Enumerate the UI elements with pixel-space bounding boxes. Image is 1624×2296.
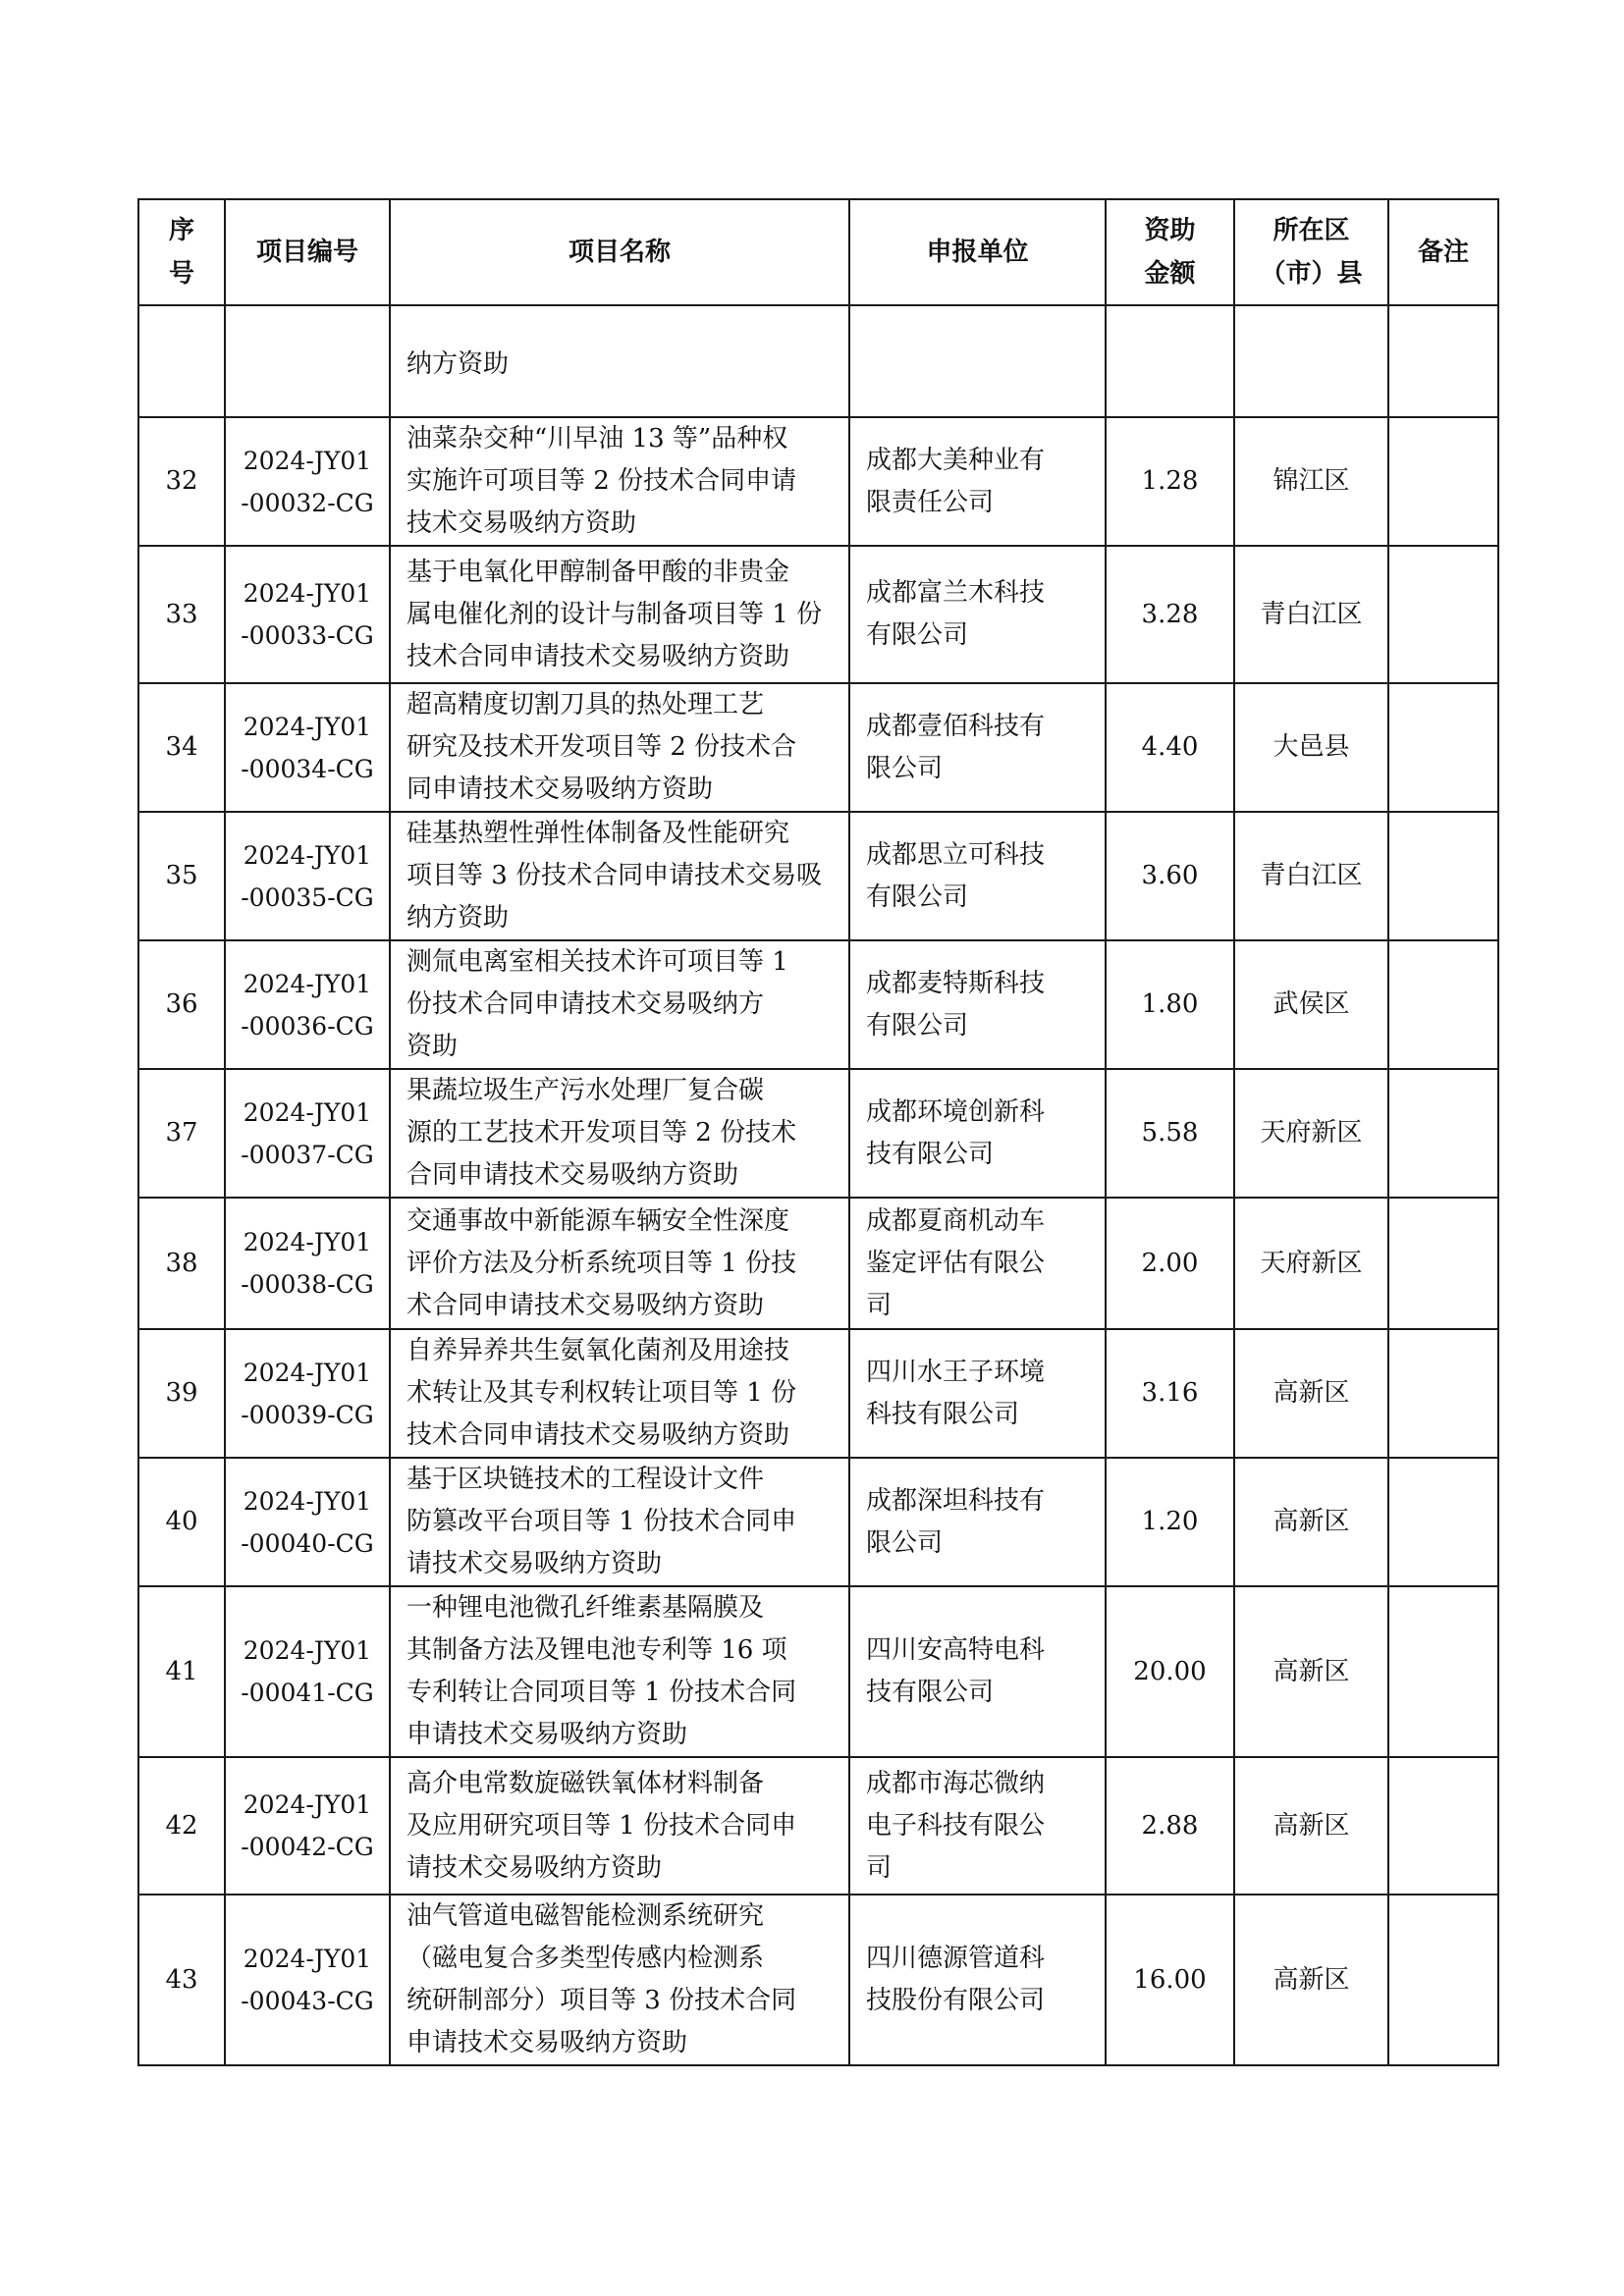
cell-district: 高新区 xyxy=(1234,1757,1388,1895)
project-name-line: 油气管道电磁智能检测系统研究 xyxy=(406,1901,765,1931)
applicant-unit-line: 技有限公司 xyxy=(866,1678,995,1707)
cell-note xyxy=(1388,1586,1498,1757)
cell-code xyxy=(225,683,390,812)
project-name-line: 技术合同申请技术交易吸纳方资助 xyxy=(406,1420,790,1450)
cell-note xyxy=(1388,1895,1498,2065)
table-row xyxy=(138,940,1498,1069)
project-name-line: 术转让及其专利权转让项目等 1 份 xyxy=(406,1378,797,1408)
applicant-unit-line: 限公司 xyxy=(866,753,944,783)
cell-amount: 16.00 xyxy=(1106,1895,1234,2065)
applicant-unit-line: 技股份有限公司 xyxy=(866,1986,1046,2015)
cell-no: 32 xyxy=(138,417,225,546)
cell-name xyxy=(390,812,849,940)
cell-unit xyxy=(849,683,1106,812)
project-code-line: -00035-CG xyxy=(241,882,374,912)
cell-amount: 1.20 xyxy=(1106,1458,1234,1586)
cell-name xyxy=(390,1895,849,2065)
cell-unit xyxy=(849,1198,1106,1329)
applicant-unit-line: 限公司 xyxy=(866,1527,944,1558)
project-name-line: 测氚电离室相关技术许可项目等 1 xyxy=(406,947,788,977)
cell-unit xyxy=(849,1586,1106,1757)
project-funding-table xyxy=(137,198,1499,2066)
project-code-line: -00043-CG xyxy=(241,1987,374,2015)
applicant-unit-line: 技有限公司 xyxy=(866,1139,995,1169)
project-name-line: 及应用研究项目等 1 份技术合同申 xyxy=(406,1810,797,1841)
cell-note xyxy=(1388,1069,1498,1198)
cell-code xyxy=(225,812,390,940)
project-code-line: -00038-CG xyxy=(241,1270,374,1299)
project-name-line: 份技术合同申请技术交易吸纳方 xyxy=(406,989,765,1019)
cell-no: 42 xyxy=(138,1757,225,1895)
applicant-unit-line: 限责任公司 xyxy=(866,487,995,517)
project-code-line: -00034-CG xyxy=(241,754,374,783)
project-name-line: 基于电氧化甲醇制备甲酸的非贵金 xyxy=(406,557,790,587)
cell-no xyxy=(138,305,225,417)
table-row xyxy=(138,1757,1498,1895)
project-code-line: 2024-JY01 xyxy=(243,446,372,475)
cell-name xyxy=(390,1458,849,1586)
applicant-unit-line: 成都大美种业有 xyxy=(866,445,1046,475)
project-name-line: 申请技术交易吸纳方资助 xyxy=(406,2028,688,2057)
project-name-line: 超高精度切割刀具的热处理工艺 xyxy=(406,690,765,720)
project-code-line: 2024-JY01 xyxy=(243,840,372,870)
cell-no: 33 xyxy=(138,546,225,683)
header-name: 项目名称 xyxy=(390,199,849,305)
applicant-unit-line: 科技有限公司 xyxy=(866,1399,1020,1429)
table-row xyxy=(138,1586,1498,1757)
table-row xyxy=(138,1069,1498,1198)
cell-code xyxy=(225,1069,390,1198)
project-code-line: 2024-JY01 xyxy=(243,579,372,608)
cell-no: 39 xyxy=(138,1329,225,1458)
project-code-line: -00039-CG xyxy=(241,1400,374,1429)
applicant-unit-line: 有限公司 xyxy=(866,1010,969,1041)
cell-district: 青白江区 xyxy=(1234,812,1388,940)
cell-code xyxy=(225,1329,390,1458)
project-code-line: 2024-JY01 xyxy=(243,1636,372,1665)
cell-district: 高新区 xyxy=(1234,1895,1388,2065)
cell-unit xyxy=(849,546,1106,683)
applicant-unit-line: 电子科技有限公 xyxy=(866,1810,1046,1841)
cell-amount: 2.00 xyxy=(1106,1198,1234,1329)
project-name-line: 资助 xyxy=(406,1032,459,1061)
cell-note xyxy=(1388,546,1498,683)
project-name-line: 基于区块链技术的工程设计文件 xyxy=(406,1465,765,1494)
cell-note xyxy=(1388,940,1498,1069)
cell-amount: 5.58 xyxy=(1106,1069,1234,1198)
cell-code xyxy=(225,1458,390,1586)
project-code-line: 2024-JY01 xyxy=(243,1486,372,1516)
project-name-line: 实施许可项目等 2 份技术合同申请 xyxy=(406,466,797,496)
cell-unit xyxy=(849,305,1106,417)
cell-code xyxy=(225,1198,390,1329)
cell-name xyxy=(390,940,849,1069)
project-name-line: 油菜杂交种“川早油 13 等”品种权 xyxy=(406,424,788,454)
project-name-line: 评价方法及分析系统项目等 1 份技 xyxy=(406,1248,797,1278)
project-code-line: 2024-JY01 xyxy=(243,1228,372,1256)
applicant-unit-line: 成都思立可科技 xyxy=(866,839,1046,870)
applicant-unit-line: 成都富兰木科技 xyxy=(866,578,1046,608)
cell-district: 高新区 xyxy=(1234,1458,1388,1586)
project-name-line: 硅基热塑性弹性体制备及性能研究 xyxy=(406,819,790,848)
cell-name xyxy=(390,683,849,812)
project-name-line: 其制备方法及锂电池专利等 16 项 xyxy=(406,1635,787,1665)
cell-amount: 4.40 xyxy=(1106,683,1234,812)
applicant-unit-line: 四川德源管道科 xyxy=(866,1944,1046,1973)
cell-amount: 1.80 xyxy=(1106,940,1234,1069)
header-code: 项目编号 xyxy=(225,199,390,305)
applicant-unit-line: 成都麦特斯科技 xyxy=(866,968,1046,998)
cell-code xyxy=(225,417,390,546)
project-name-line: 请技术交易吸纳方资助 xyxy=(406,1549,663,1578)
cell-name xyxy=(390,1069,849,1198)
cell-district xyxy=(1234,305,1388,417)
cell-note xyxy=(1388,812,1498,940)
project-code-line: 2024-JY01 xyxy=(243,1358,372,1387)
cell-note xyxy=(1388,1757,1498,1895)
cell-amount: 3.16 xyxy=(1106,1329,1234,1458)
cell-amount: 3.28 xyxy=(1106,546,1234,683)
table-row xyxy=(138,812,1498,940)
cell-note xyxy=(1388,305,1498,417)
project-name-line: 自养异养共生氨氧化菌剂及用途技 xyxy=(406,1336,790,1365)
cell-no: 41 xyxy=(138,1586,225,1757)
project-name-line: 统研制部分）项目等 3 份技术合同 xyxy=(406,1986,797,2015)
header-note: 备注 xyxy=(1388,199,1498,305)
table-row xyxy=(138,1198,1498,1329)
cell-no: 35 xyxy=(138,812,225,940)
applicant-unit-line: 成都壹佰科技有 xyxy=(866,711,1046,741)
cell-code xyxy=(225,305,390,417)
cell-district: 天府新区 xyxy=(1234,1198,1388,1329)
cell-code xyxy=(225,1586,390,1757)
table-header-row xyxy=(138,199,1498,305)
table-row xyxy=(138,1329,1498,1458)
cell-district: 青白江区 xyxy=(1234,546,1388,683)
project-name-line: 技术交易吸纳方资助 xyxy=(406,508,637,538)
cell-name xyxy=(390,1586,849,1757)
cell-unit xyxy=(849,1069,1106,1198)
applicant-unit-line: 有限公司 xyxy=(866,881,969,912)
project-code-line: 2024-JY01 xyxy=(243,969,372,998)
project-code-line: -00033-CG xyxy=(241,621,374,650)
cell-unit xyxy=(849,1458,1106,1586)
cell-no: 38 xyxy=(138,1198,225,1329)
cell-unit xyxy=(849,812,1106,940)
project-name-line: 项目等 3 份技术合同申请技术交易吸 xyxy=(406,861,823,890)
cell-unit xyxy=(849,417,1106,546)
applicant-unit-line: 司 xyxy=(866,1852,893,1883)
header-district: 所在区 （市）县 xyxy=(1234,199,1388,305)
cell-district: 高新区 xyxy=(1234,1586,1388,1757)
applicant-unit-line: 成都夏商机动车 xyxy=(866,1205,1046,1236)
project-name-line: 研究及技术开发项目等 2 份技术合 xyxy=(406,732,797,762)
cell-no: 43 xyxy=(138,1895,225,2065)
project-name-line: 纳方资助 xyxy=(406,903,510,933)
cell-note xyxy=(1388,1329,1498,1458)
cell-code xyxy=(225,546,390,683)
cell-district: 高新区 xyxy=(1234,1329,1388,1458)
table-row xyxy=(138,546,1498,683)
cell-unit xyxy=(849,1895,1106,2065)
cell-amount: 20.00 xyxy=(1106,1586,1234,1757)
cell-name xyxy=(390,417,849,546)
applicant-unit-line: 成都深坦科技有 xyxy=(866,1485,1046,1516)
project-code-line: -00036-CG xyxy=(241,1011,374,1041)
cell-amount xyxy=(1106,305,1234,417)
header-no: 序 号 xyxy=(138,199,225,305)
cell-no: 40 xyxy=(138,1458,225,1586)
cell-amount: 2.88 xyxy=(1106,1757,1234,1895)
cell-district: 天府新区 xyxy=(1234,1069,1388,1198)
cell-note xyxy=(1388,1198,1498,1329)
project-name-line: 同申请技术交易吸纳方资助 xyxy=(406,774,714,804)
header-amount: 资助 金额 xyxy=(1106,199,1234,305)
project-code-line: -00040-CG xyxy=(241,1528,374,1558)
cell-district: 大邑县 xyxy=(1234,683,1388,812)
cell-name xyxy=(390,1757,849,1895)
project-name-line: 申请技术交易吸纳方资助 xyxy=(406,1720,688,1749)
cell-amount: 3.60 xyxy=(1106,812,1234,940)
project-code-line: -00037-CG xyxy=(241,1140,374,1169)
project-name-line: 属电催化剂的设计与制备项目等 1 份 xyxy=(406,599,823,629)
cell-no: 34 xyxy=(138,683,225,812)
project-code-line: 2024-JY01 xyxy=(243,1790,372,1819)
cell-no: 36 xyxy=(138,940,225,1069)
applicant-unit-line: 有限公司 xyxy=(866,620,969,650)
table-row xyxy=(138,417,1498,546)
table-row xyxy=(138,683,1498,812)
project-code-line: -00042-CG xyxy=(241,1833,374,1861)
cell-note xyxy=(1388,417,1498,546)
project-name-line: 高介电常数旋磁铁氧体材料制备 xyxy=(406,1768,765,1798)
cell-code xyxy=(225,1757,390,1895)
project-code-line: 2024-JY01 xyxy=(243,1097,372,1127)
project-code-line: -00041-CG xyxy=(241,1679,374,1707)
cell-name xyxy=(390,1198,849,1329)
header-unit: 申报单位 xyxy=(849,199,1106,305)
project-code-line: -00032-CG xyxy=(241,488,374,517)
project-name-line: 交通事故中新能源车辆安全性深度 xyxy=(406,1205,790,1236)
project-name-line: 技术合同申请技术交易吸纳方资助 xyxy=(406,641,790,671)
table-row-continuation xyxy=(138,305,1498,417)
table-row xyxy=(138,1458,1498,1586)
cell-note xyxy=(1388,1458,1498,1586)
cell-code xyxy=(225,940,390,1069)
project-name-line: 专利转让合同项目等 1 份技术合同 xyxy=(406,1678,797,1707)
applicant-unit-line: 司 xyxy=(866,1290,893,1320)
applicant-unit-line: 鉴定评估有限公 xyxy=(866,1248,1046,1278)
applicant-unit-line: 四川水王子环境 xyxy=(866,1357,1046,1387)
project-code-line: 2024-JY01 xyxy=(243,1945,372,1973)
project-name-line: 果蔬垃圾生产污水处理厂复合碳 xyxy=(406,1076,765,1105)
cell-amount: 1.28 xyxy=(1106,417,1234,546)
cell-name xyxy=(390,546,849,683)
cell-note xyxy=(1388,683,1498,812)
applicant-unit-line: 成都市海芯微纳 xyxy=(866,1768,1046,1798)
project-name-line: 防篡改平台项目等 1 份技术合同申 xyxy=(406,1507,797,1536)
cell-name xyxy=(390,1329,849,1458)
cell-no: 37 xyxy=(138,1069,225,1198)
project-name-line: 一种锂电池微孔纤维素基隔膜及 xyxy=(406,1593,765,1623)
cell-district: 锦江区 xyxy=(1234,417,1388,546)
project-name-line: 源的工艺技术开发项目等 2 份技术 xyxy=(406,1118,797,1148)
cell-unit xyxy=(849,1757,1106,1895)
cell-unit xyxy=(849,1329,1106,1458)
project-name-line: 请技术交易吸纳方资助 xyxy=(406,1852,663,1883)
project-code-line: 2024-JY01 xyxy=(243,712,372,741)
cell-code xyxy=(225,1895,390,2065)
project-name-line: （磁电复合多类型传感内检测系 xyxy=(406,1944,765,1973)
table-row xyxy=(138,1895,1498,2065)
applicant-unit-line: 成都环境创新科 xyxy=(866,1096,1046,1127)
cell-name: 纳方资助 xyxy=(390,305,849,417)
project-name-line: 合同申请技术交易吸纳方资助 xyxy=(406,1160,739,1190)
cell-district: 武侯区 xyxy=(1234,940,1388,1069)
applicant-unit-line: 四川安高特电科 xyxy=(866,1635,1046,1665)
cell-unit xyxy=(849,940,1106,1069)
project-name-line: 术合同申请技术交易吸纳方资助 xyxy=(406,1290,765,1320)
